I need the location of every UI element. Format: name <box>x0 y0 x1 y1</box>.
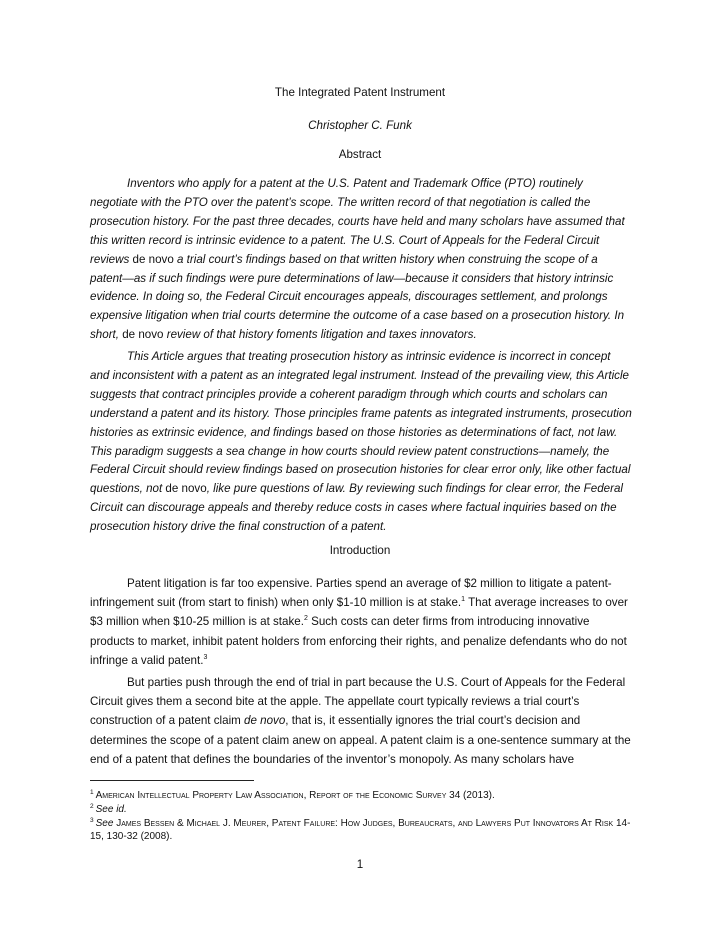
body-paragraph-1: Patent litigation is far too expensive. Parties spend an average of $2 million to litigate a patent-infringement suit (from start to finish) when only $1-10 million is at stake.$^1$ That average increases to over $3 million when $10-25 million is at stake.$^2$ Such costs can deter firms from introducing innovative products to market, inhibit patent holders from enforcing their rights, and penalize defendants who do not infringe a valid patent.$^3$ <box>90 577 628 667</box>
de-novo-term: de novo <box>165 482 207 496</box>
author-name: Christopher C. Funk <box>308 119 412 132</box>
de-novo-term: de novo <box>244 714 286 728</box>
abstract-paragraph-1: Inventors who apply for a patent at the U.S. Patent and Trademark Office (PTO) routinely negotiate with the PTO over the patent’s scope. The written record of that negotiation is called the prosecution history. For the past three decades, courts have held and many scholars have assumed that this written record is intrinsic evidence to a patent. The U.S. Court of Appeals for the Federal Circuit reviews de novo a trial court’s findings based on that written history when construing the scope of a patent—as if such findings were pure determinations of law—because it considers that history intrinsic evidence. In doing so, the Federal Circuit encourages appeals, discourages settlement, and prolongs expensive litigation when trial courts determine the outcome of a case based on a prosecution history. In short, de novo review of that history foments litigation and taxes innovators. <box>90 177 625 342</box>
footnote-ref[interactable]: 2 <box>303 615 308 623</box>
introduction-heading: Introduction <box>329 544 391 557</box>
de-novo-term: de novo <box>122 328 164 342</box>
footnote-ref[interactable]: 1 <box>461 596 466 604</box>
footnote-3: $^3$ See James Bessen & Michael J. Meurer, Patent Failure: How Judges, Bureaucrats, and Lawyers Put Innovators At Risk 14-15, 130-32 (2008). <box>90 817 631 842</box>
footnote-divider <box>90 780 254 781</box>
abstract-heading: Abstract <box>338 148 382 161</box>
de-novo-term: de novo <box>132 252 174 266</box>
footnote-2: $^2$ See id. <box>90 803 127 815</box>
page-number: 1 <box>356 858 364 871</box>
body-paragraph-2: But parties push through the end of trial in part because the U.S. Court of Appeals for the Federal Circuit gives them a second bite at the apple. The appellate court typically reviews a trial court’s construction of a patent claim de novo, that is, it essentially ignores the trial court’s decision and determines the scope of a patent claim anew on appeal. A patent claim is a one-sentence summary at the end of a patent that defines the boundaries of the inventor’s monopoly. As many scholars have <box>90 676 631 766</box>
paper-title: The Integrated Patent Instrument <box>274 86 446 99</box>
footnote-ref[interactable]: 3 <box>203 653 208 661</box>
abstract-paragraph-2: This Article argues that treating prosecution history as intrinsic evidence is incorrect in concept and inconsistent with a patent as an integrated legal instrument. Instead of the prevailing view, this Article suggests that contract principles provide a coherent paradigm through which courts and scholars can understand a patent and its history. Those principles frame patents as integrated instruments, prosecution histories as extrinsic evidence, and findings based on those histories as determinations of fact, not law. This paradigm suggests a sea change in how courts should review patent constructions—namely, the Federal Circuit should review findings based on prosecution histories for clear error only, like other factual questions, not de novo, like pure questions of law. By reviewing such findings for clear error, the Federal Circuit can discourage appeals and thereby reduce costs in cases where factual inquiries based on the prosecution history drive the final construction of a patent. <box>90 350 632 534</box>
footnote-1: $^1$ American Intellectual Property Law Association, Report of the Economic Survey 34 (2013). <box>90 789 495 801</box>
